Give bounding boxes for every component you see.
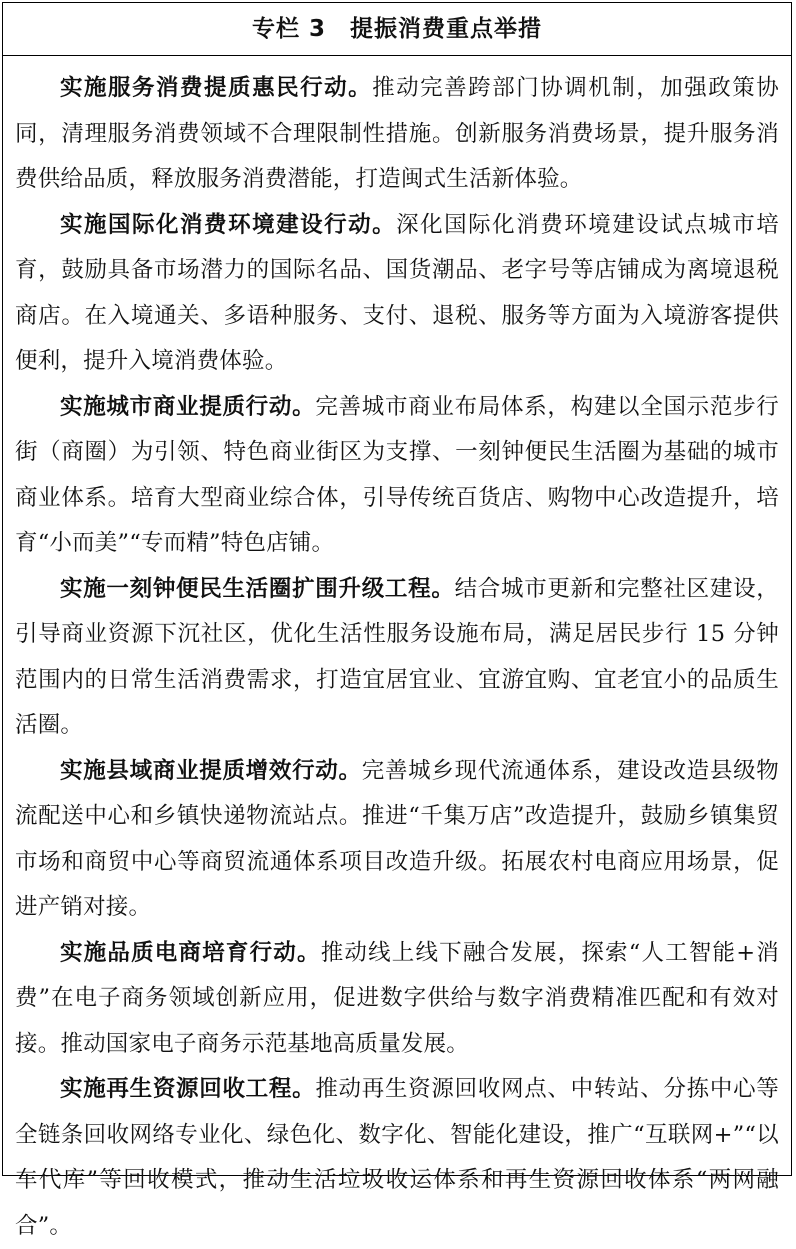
paragraph-body: 推动再生资源回收网点、中转站、分拣中心等全链条回收网络专业化、绿色化、数字化、智能化建设，推广“互联网+”“以车代库”等回收模式，推动生活垃圾收运体系和再生资源回收体系“两网融合”。 [15, 1076, 779, 1239]
paragraph-international-consumption [15, 203, 779, 385]
paragraph-urban-commerce [15, 385, 779, 567]
paragraph-county-commerce [15, 749, 779, 931]
paragraph-body: 深化国际化消费环境建设试点城市培育，鼓励具备市场潜力的国际名品、国货潮品、老字号等店铺成为离境退税商店。在入境通关、多语种服务、支付、退税、服务等方面为入境游客提供便利，提升入境消费体验。 [15, 211, 779, 374]
paragraph-body: 结合城市更新和完整社区建设，引导商业资源下沉社区，优化生活性服务设施布局，满足居民步行 15 分钟范围内的日常生活消费需求，打造宜居宜业、宜游宜购、宜老宜小的品质生活圈。 [15, 575, 779, 738]
paragraph-body: 完善城市商业布局体系，构建以全国示范步行街（商圈）为引领、特色商业街区为支撑、一刻钟便民生活圈为基础的城市商业体系。培育大型商业综合体，引导传统百货店、购物中心改造提升，培育“小而美”“专而精”特色店铺。 [15, 393, 779, 556]
paragraph-lead: 实施城市商业提质行动。 [60, 393, 316, 420]
paragraph-lead: 实施再生资源回收工程。 [60, 1076, 316, 1102]
paragraph-body: 推动线上线下融合发展，探索“人工智能+消费”在电子商务领域创新应用，促进数字供给与数字消费精准匹配和有效对接。推动国家电子商务示范基地高质量发展。 [15, 939, 780, 1057]
paragraph-lead: 实施县域商业提质增效行动。 [60, 757, 362, 784]
paragraph-body: 完善城乡现代流通体系，建设改造县级物流配送中心和乡镇快递物流站点。推进“千集万店”改造提升，鼓励乡镇集贸市场和商贸中心等商贸流通体系项目改造升级。拓展农村电商应用场景，促进产销对接。 [15, 757, 779, 920]
paragraph-lead: 实施国际化消费环境建设行动。 [60, 211, 397, 238]
paragraph-lead: 实施服务消费提质惠民行动。 [60, 75, 373, 101]
paragraph-body: 推动完善跨部门协调机制，加强政策协同，清理服务消费领域不合理限制性措施。创新服务消费场景，提升服务消费供给品质，释放服务消费潜能，打造闽式生活新体验。 [15, 75, 779, 192]
paragraph-service-consumption [15, 66, 779, 203]
paragraph-lead: 实施品质电商培育行动。 [60, 939, 321, 966]
paragraph-lead: 实施一刻钟便民生活圈扩围升级工程。 [60, 575, 455, 602]
column-title: 专栏 3 提振消费重点举措 [3, 3, 791, 56]
column-box [2, 2, 792, 1239]
paragraph-living-circle [15, 567, 779, 749]
paragraph-ecommerce [15, 931, 779, 1068]
paragraph-recycling [15, 1067, 779, 1249]
column-content [3, 56, 791, 1249]
